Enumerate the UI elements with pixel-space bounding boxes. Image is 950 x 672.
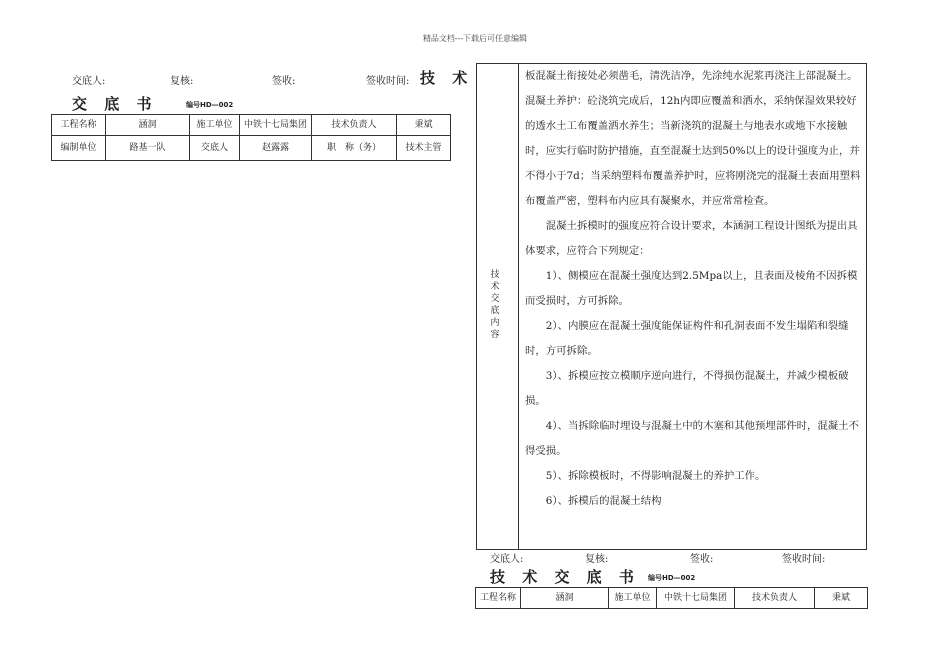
left-info-table bbox=[51, 114, 451, 161]
cell-title-label: 职 称（务） bbox=[312, 136, 397, 161]
paragraph: 5）、拆除模板时，不得影响混凝土的养护工作。 bbox=[545, 470, 766, 482]
cell-project-name-label: 工程名称 bbox=[476, 588, 521, 609]
left-doc-number: 编号HD—002 bbox=[186, 101, 234, 109]
left-review-label: 复核: bbox=[170, 76, 194, 87]
cell-tech-lead: 秉斌 bbox=[815, 588, 868, 609]
cell-contractor: 中铁十七局集团 bbox=[240, 115, 312, 136]
paragraph: 混凝土拆模时的强度应符合设计要求，本涵洞工程设计图纸为提出具体要求，应符合下列规定： bbox=[525, 220, 858, 257]
cell-compiler-unit-label: 编制单位 bbox=[52, 136, 106, 161]
table-row bbox=[52, 115, 451, 136]
cell-tech-lead-label: 技术负责人 bbox=[735, 588, 815, 609]
right-doc-number: 编号HD—002 bbox=[648, 574, 696, 582]
left-handover-label: 交底人: bbox=[72, 76, 106, 87]
left-doc-title: 交 底 书 bbox=[72, 95, 158, 113]
content-frame bbox=[476, 63, 867, 550]
cell-contractor-label: 施工单位 bbox=[190, 115, 240, 136]
cell-tech-lead-label: 技术负责人 bbox=[312, 115, 397, 136]
paragraph: 6）、拆模后的混凝土结构 bbox=[545, 495, 662, 507]
cell-handover-person: 赵露露 bbox=[240, 136, 312, 161]
cell-contractor: 中铁十七局集团 bbox=[657, 588, 735, 609]
right-receive-label: 签收: bbox=[690, 554, 714, 565]
paragraph: 3）、拆模应按立模顺序逆向进行，不得损伤混凝土，并减少模板破损。 bbox=[525, 370, 849, 407]
cell-title: 技术主管 bbox=[397, 136, 451, 161]
paragraph: 2）、内膜应在混凝土强度能保证构件和孔洞表面不发生塌陷和裂缝时，方可拆除。 bbox=[525, 320, 849, 357]
cell-contractor-label: 施工单位 bbox=[609, 588, 657, 609]
cell-project-name-label: 工程名称 bbox=[52, 115, 106, 136]
left-title-tail: 技 术 bbox=[420, 69, 474, 87]
cell-tech-lead: 秉斌 bbox=[397, 115, 451, 136]
cell-handover-person-label: 交底人 bbox=[190, 136, 240, 161]
left-receive-label: 签收: bbox=[272, 76, 296, 87]
right-review-label: 复核: bbox=[585, 554, 609, 565]
right-receive-time-label: 签收时间: bbox=[782, 554, 826, 565]
side-label: 技术交底内容 bbox=[490, 270, 500, 340]
cell-project-name: 涵洞 bbox=[521, 588, 609, 609]
table-row bbox=[476, 588, 868, 609]
right-info-table bbox=[475, 587, 868, 609]
right-handover-label: 交底人: bbox=[490, 554, 524, 565]
cell-compiler-unit: 路基一队 bbox=[106, 136, 190, 161]
left-receive-time-label: 签收时间: bbox=[366, 76, 410, 87]
table-row bbox=[52, 136, 451, 161]
paragraph: 1）、侧模应在混凝土强度达到2.5Mpa以上，且表面及棱角不因拆模而受损时，方可拆除。 bbox=[525, 270, 858, 307]
paragraph: 4）、当拆除临时埋设与混凝土中的木塞和其他预埋部件时，混凝土不得受损。 bbox=[525, 420, 859, 457]
header-note: 精品文档---下载后可任意编辑 bbox=[422, 34, 528, 43]
cell-project-name: 涵洞 bbox=[106, 115, 190, 136]
frame-divider bbox=[518, 64, 519, 549]
paragraph: 板混凝土衔接处必须凿毛，清洗洁净，先涂纯水泥浆再浇注上部混凝土。混凝土养护：砼浇筑完成后，12h内即应覆盖和洒水，采纳保湿效果较好的透水土工布覆盖洒水养生；当新浇筑的混凝土与地表水或地下水接触时，应实行临时防护措施，直至混凝土达到50%以上的设计强度为止，并不得小于7d；当采纳塑料布覆盖养护时，应将刚浇完的混凝土表面用塑料布覆盖严密，塑料布内应具有凝聚水，并应常常检查。 bbox=[525, 70, 861, 207]
right-doc-title: 技 术 交 底 书 bbox=[490, 568, 640, 586]
content-body bbox=[525, 64, 863, 514]
